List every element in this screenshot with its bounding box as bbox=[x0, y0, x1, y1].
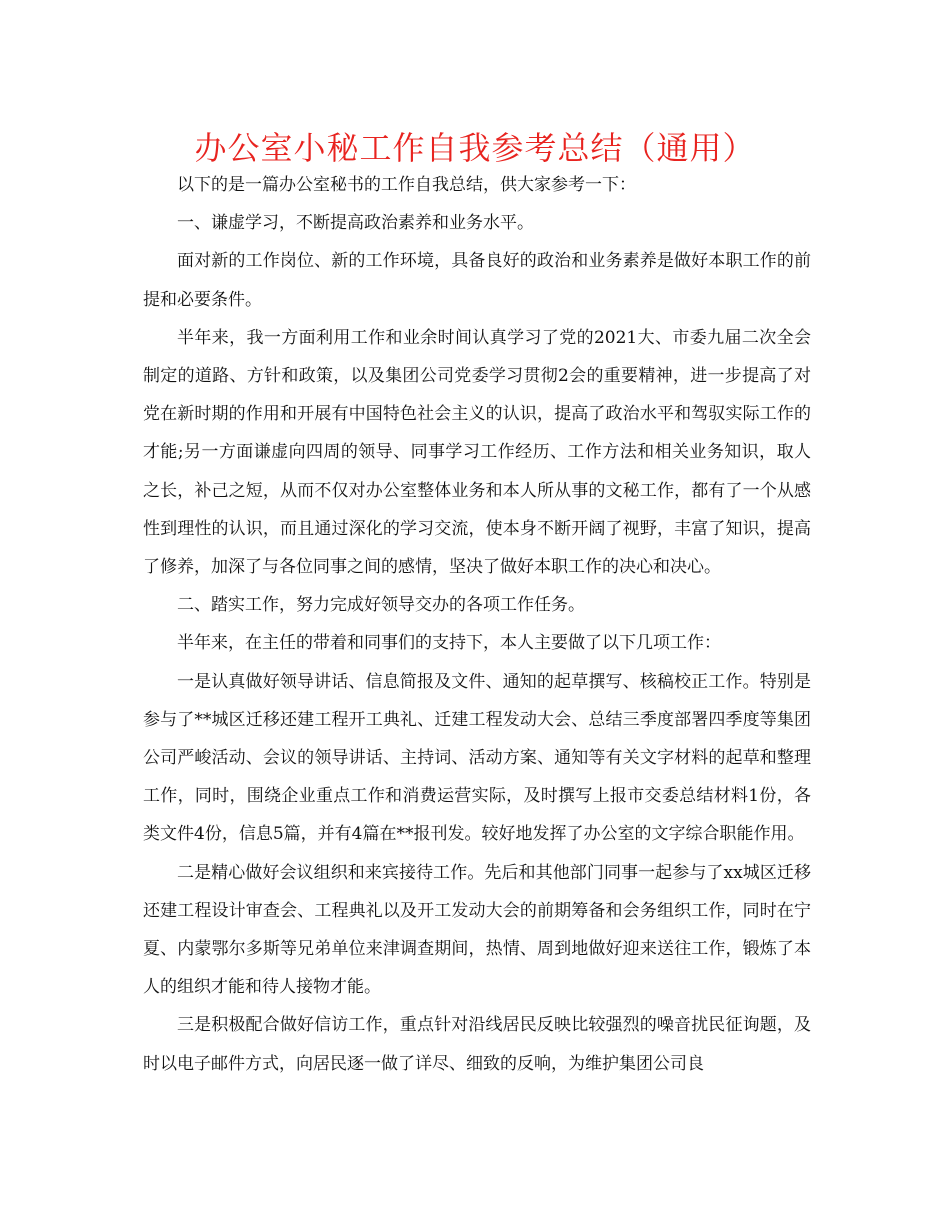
paragraph-intro: 以下的是一篇办公室秘书的工作自我总结，供大家参考一下： bbox=[177, 175, 636, 195]
document-title: 办公室小秘工作自我参考总结（通用） bbox=[194, 129, 756, 167]
section-heading-work: 二、踏实工作，努力完成好领导交办的各项工作任务。 bbox=[177, 595, 585, 616]
paragraph-writing-work: 一是认真做好领导讲话、信息简报及文件、通知的起草撰写、核稿校正工作。特别是参与了**城区迁移还建工程开工典礼、迁建工程发动大会、总结三季度部署四季度等集团公司严峻活动、会议的领导讲话、主持词、活动方案、通知等有关文字材料的起草和整理工作，同时，围绕企业重点工作和消费运营实际，及时撰写上报市交委总结材料1份，各类文件4份，信息5篇，并有4篇在**报刊发。较好地发挥了办公室的文字综合职能作用。 bbox=[143, 671, 811, 845]
paragraph-petition-work: 三是积极配合做好信访工作，重点针对沿线居民反映比较强烈的噪音扰民征询题，及时以电子邮件方式，向居民逐一做了详尽、细致的反响，为维护集团公司良 bbox=[143, 1015, 811, 1074]
document-body bbox=[143, 166, 811, 1083]
paragraph-work-overview: 半年来，在主任的带着和同事们的支持下，本人主要做了以下几项工作： bbox=[177, 633, 721, 654]
paragraph-half-year-study: 半年来，我一方面利用工作和业余时间认真学习了党的2021大、市委九届二次全会制定的道路、方针和政策，以及集团公司党委学习贯彻2会的重要精神，进一步提高了对党在新时期的作用和开展有中国特色社会主义的认识，提高了政治水平和驾驭实际工作的才能;另一方面谦虚向四周的领导、同事学习工作经历、工作方法和相关业务知识，取人之长，补己之短，从而不仅对办公室整体业务和本人所从事的文秘工作，都有了一个从感性到理性的认识，而且通过深化的学习交流，使本身不断开阔了视野，丰富了知识，提高了修养，加深了与各位同事之间的感情，坚决了做好本职工作的决心和决心。 bbox=[143, 327, 811, 578]
section-heading-study: 一、谦虚学习，不断提高政治素养和业务水平。 bbox=[177, 213, 534, 234]
paragraph-new-position: 面对新的工作岗位、新的工作环境，具备良好的政治和业务素养是做好本职工作的前提和必要条件。 bbox=[143, 251, 811, 310]
paragraph-meeting-reception: 二是精心做好会议组织和来宾接待工作。先后和其他部门同事一起参与了xx城区迁移还建工程设计审查会、工程典礼以及开工发动大会的前期筹备和会务组织工作，同时在宁夏、内蒙鄂尔多斯等兄弟单位来津调查期间，热情、周到地做好迎来送往工作，锻炼了本人的组织才能和待人接物才能。 bbox=[143, 862, 811, 998]
